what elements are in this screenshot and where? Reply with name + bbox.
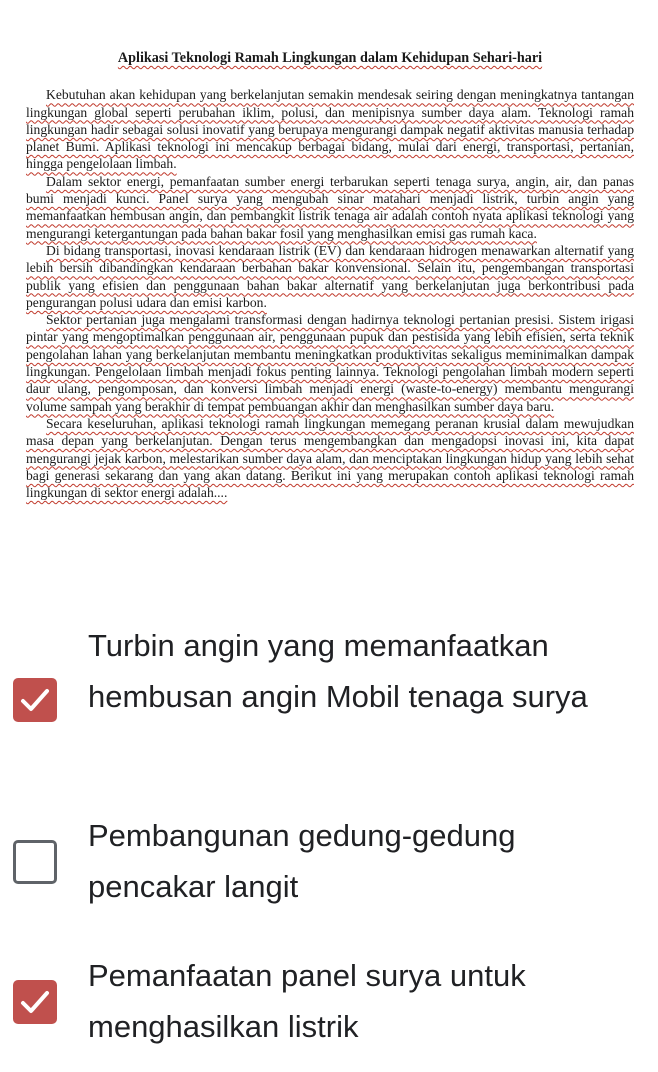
option-2-label[interactable]: Pembangunan gedung-gedung pencakar langit bbox=[88, 818, 516, 904]
document-paragraph-4: Sektor pertanian juga mengalami transformasi dengan hadirnya teknologi pertanian presisi. Sistem irigasi pintar yang mengoptimalkan penggunaan air, penggunaan pupuk dan pestisida yang lebih efisien, serta teknik pengolahan lahan yang berkelanjutan membantu meningkatkan produktivitas sekaligus meminimalkan dampak lingkungan. Pengelolaan limbah menjadi fokus penting lainnya. Teknologi pengolahan limbah modern seperti daur ulang, pengomposan, dan konversi limbah menjadi energi (waste-to-energy) membantu mengurangi volume sampah yang berakhir di tempat pembuangan akhir dan menghasilkan sumber daya baru. bbox=[26, 312, 634, 414]
document-paragraph-3: Di bidang transportasi, inovasi kendaraan listrik (EV) dan kendaraan hidrogen menawarkan alternatif yang lebih bersih dibandingkan kendaraan berbahan bakar konvensional. Selain itu, pengembangan transportasi publik yang efisien dan penggunaan bahan bakar alternatif yang berkelanjutan juga berkontribusi pada pengurangan polusi udara dan emisi karbon. bbox=[26, 242, 634, 310]
option-3-label[interactable]: Pemanfaatan panel surya untuk menghasilkan listrik bbox=[88, 958, 526, 1044]
check-icon bbox=[20, 988, 50, 1016]
check-icon bbox=[20, 686, 50, 714]
option-2-checkbox[interactable] bbox=[13, 840, 57, 884]
option-1-checkbox[interactable] bbox=[13, 678, 57, 722]
option-1-label[interactable]: Turbin angin yang memanfaatkan hembusan angin Mobil tenaga surya bbox=[88, 628, 588, 714]
document-title: Aplikasi Teknologi Ramah Lingkungan dalam Kehidupan Sehari-hari bbox=[117, 50, 543, 66]
document-paragraph-5: Secara keseluruhan, aplikasi teknologi ramah lingkungan memegang peranan krusial dalam mewujudkan masa depan yang berkelanjutan. Dengan terus mengembangkan dan mengadopsi inovasi ini, kita dapat mengurangi jejak karbon, melestarikan sumber daya alam, dan menciptakan lingkungan hidup yang lebih sehat bagi generasi sekarang dan yang akan datang. Berikut ini yang merupakan contoh aplikasi teknologi ramah lingkungan di sektor energi adalah.... bbox=[26, 415, 634, 501]
document-paragraph-2: Dalam sektor energi, pemanfaatan sumber energi terbarukan seperti tenaga surya, angin, air, dan panas bumi menjadi kunci. Panel surya yang mengubah sinar matahari menjadi listrik, turbin angin yang memanfaatkan hembusan angin, dan pembangkit listrik tenaga air adalah contoh nyata aplikasi teknologi yang mengurangi ketergantungan pada bahan bakar fosil yang menghasilkan emisi gas rumah kaca. bbox=[26, 173, 634, 241]
document-image bbox=[26, 50, 634, 501]
option-3-checkbox[interactable] bbox=[13, 980, 57, 1024]
document-paragraph-1: Kebutuhan akan kehidupan yang berkelanjutan semakin mendesak seiring dengan meningkatnya tantangan lingkungan global seperti perubahan iklim, polusi, dan menipisnya sumber daya alam. Teknologi ramah lingkungan hadir sebagai solusi inovatif yang berupaya mengurangi dampak negatif aktivitas manusia terhadap planet Bumi. Aplikasi teknologi ini mencakup berbagai bidang, mulai dari energi, transportasi, pertanian, hingga pengelolaan limbah. bbox=[26, 87, 634, 172]
